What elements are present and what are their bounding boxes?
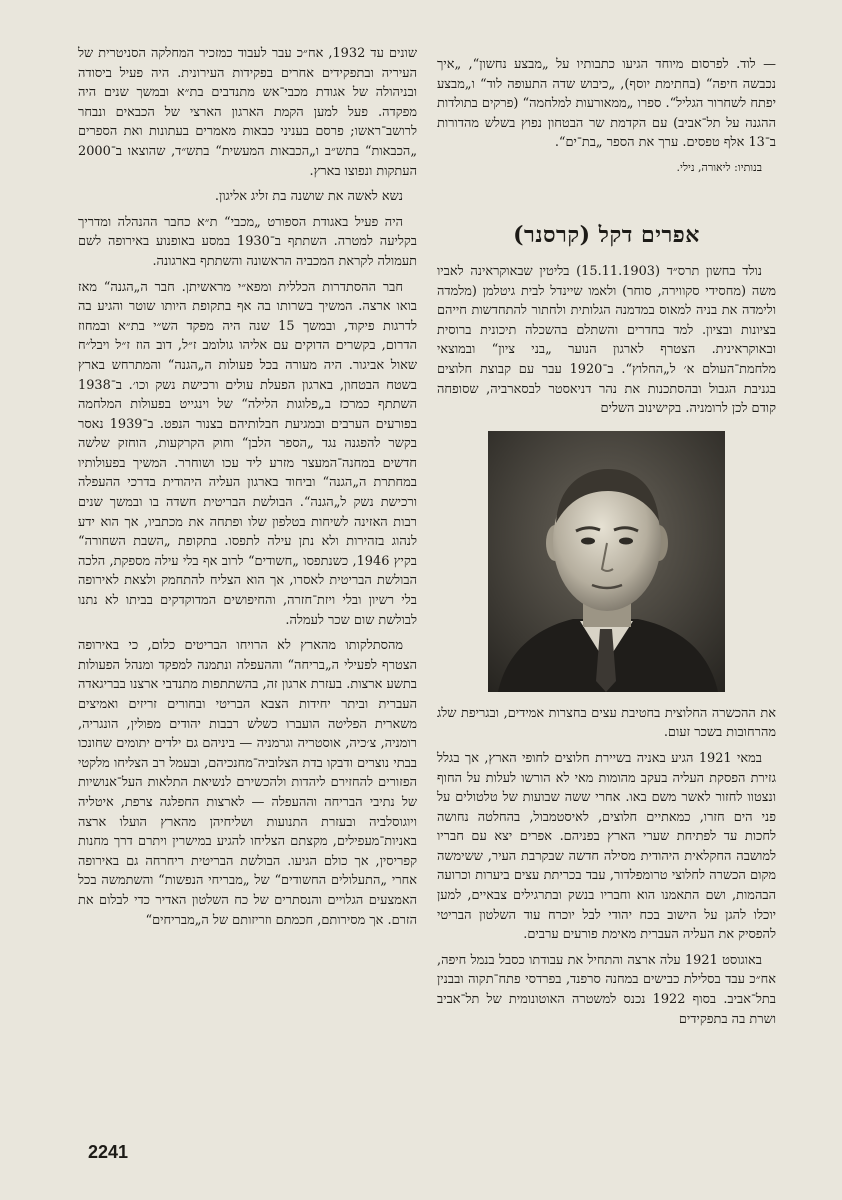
bio-paragraph: במאי 1921 הגיע באניה בשיירת חלוצים לחופי הארץ, אך בגלל גזירת הפסקת העליה בעקב מהומות מאי לא הורשו לעלות על החוף ונצטוו לחזור לאשר משם באו. אחרי ששה שבועות של טלטולים על פני הים חזרו, כמאתיים חלוצים, לאיסטמבול, בהחלטה נחושה לחכות עד לפתיחת שערי הארץ בפניהם. אפרים יצא עם חבריו למושבה החקלאית היהודית מסילה חדשה שבקרבת העיר, ששימשה מקום הכשרה לחלוצי טרומפלדור, עבד בכריתת עצים ביערות וכרועה הבהמות, ושם התאמנו הוא וחבריו בנשק ובתרגילים צבאיים, למען יוכלו להגן על הישוב בכח יהודי לבל יוכרח עוד השלטון הבריטי להפסיק את העליה העברית מאימת פורעים ערבים. xyxy=(437,750,776,943)
bio-paragraph: נשא לאשה את שושנה בת זליג אליגון. xyxy=(214,189,403,205)
intro-paragraph: — לוד. לפרסום מיוחד הגיעו כתבותיו על „מבצע נחשון“, „איך נכבשה חיפה“ (בחתימת יוסף), „כיבוש שדה התעופה לוד“ ו„מבצע יפתח לשחרור הגליל“. ספרו „ממאורעות למלחמה“ (פרקים בתולדות ההגנה על תל־אביב) עם הקדמת שר הבטחון נפוץ בשלש מהדורות ב־13 אלף טפסים. ערך את הספר „בת־ים“. xyxy=(437,57,776,151)
right-column xyxy=(437,55,776,1035)
left-column xyxy=(78,44,417,936)
article-title: אפרים דקל (קרסנר) xyxy=(513,221,700,248)
portrait-photo xyxy=(488,431,725,692)
bio-paragraph: את ההכשרה החלוצית בחטיבת עצים בחצרות אמידים, ובגריפת שלג מהרחובות בשכר זעום. xyxy=(437,705,776,741)
bio-paragraph: חבר ההסתדרות הכללית ומפא״י מראשיתן. חבר ה„הגנה“ מאז בואו ארצה. המשיך בשרותו בה אף בתקופת היותו שוטר והגיע בה לדרגות פיקוד, ובמשך 15 שנה היה מפקד הש״י בת״א ובמחוז הדרום, בקשרים הדוקים עם אליהו גולומב ז״ל, דוב הוז ז״ל ויבל״ח שאול אביגור. היה מעורה בכל פעולות ה„הגנה“ והמתרחש בארץ בשטח הבטחון, בארגון הפעלת עולים ורכישת נשק וכו׳. ב־1938 השתתף כמרכז ב„פלוגות הלילה“ של וינגייט בפעולות המלחמה בפורעים הערבים ובמגיעת חבלותיהם בצנור הנפט. ב־1939 נאסר בקשר להפגנה נגד „הספר הלבן“ וחוק הקרקעות, הוחזק שלשה חדשים במחנה־המעצר מזרע ליד עכו ושוחרר. המשיך בפעולותיו במחתרת ה„הגנה“ וביחוד בארגון העליה היהודית בדרכי ההעפלה ורכישת נשק ל„הגנה“. הבולשת הבריטית חשדה בו ובמשך שנים רבות האזינה לשיחות בטלפון שלו ופתחה את מכתביו, אך הוא ידע לנהוג בזהירות ולא נתן עילה לתפסו. בתקופת „השבת השחורה“ בקיץ 1946, כשנתפסו „חשודים“ לרוב אף בלי עילה מספקת, הלכה הבולשת הבריטית לאסרו, אך הוא הצליח להתחמק ולצאת לאירופה בלי רשיון ובלי ויזת־חזרה, והחיפושים המדוקדקים בביתו לא נתנו לבולשת שום שכר לעמלה. xyxy=(78,279,417,628)
bio-paragraph: מהסתלקותו מהארץ לא הרויחו הבריטים כלום, כי באירופה הצטרף לפעילי ה„בריחה“ וההעפלה ונתמנה למפקד ומנהל הפעולות בתשע ארצות. בעזרת ארגון זה, בהשתתפות מתנדבי ארצנו בבריגאדה העברית וביתר יחידות הצבא הבריטי ובחורים זריזים ואמיצים משארית הפליטה הועברו כשלש רבבות יהודים מפולין, הונגריה, רומניה, צ׳כיה, אוסטריה וגרמניה — ביניהם גם ילדים יתומים שחונכו בבתי נוצרים ודבקו בדת הצלוביה־מחנכיהם, ובעמל רב הצליחו מלקטי הפזורים להחזירם ליהדות ולהכשירם לנשיאת התלאות העל־אנושיות של נתיבי הבריחה וההעפלה — לארצות החפלגה צרפת, איטליה ויוגוסלביה ובעזרת התנועות ושליחיהן מהארץ הועלו ארצה באניות־מעפילים, מקצתם הצליחו להגיע במישרין ויתרם דרך מחנות קפריסין, אך כולם הגיעו. הבולשת הבריטית ריחרחה גם באירופה אחרי „התעלולים החשודים“ של „מבריחי הנפשות“ והשתמשה בכל האמצעים הגלויים והנסתרים של כח השלטון האדיר כדי לבלום את הזרם. אך מסירותם, חכמתם וזריזותם של ה„מבריחים“ xyxy=(78,638,417,928)
children-line: בנותיו: ליאורה, נילי. xyxy=(676,160,762,174)
bio-paragraph: שונים עד 1932, אח״כ עבר לעבוד כמזכיר המחלקה הסניטרית של העיריה ובתפקידים אחרים בפקידות העירונית. היה פעיל ביסודה ובניהולה של אגודת מכבי־אש מתנדבים בת״א ובמשך שנים היה מפקדה. פעל למען הקמת הארגון הארצי של הכבאים ונבחר לרושב־ראשו; פרסם בעניני כבאות מאמרים בעתונות ואת הספרים „הכבאות“ בתש״ב ו„הכבאות המעשית“ בתש״ד, שהוצאו ב־2000 העתקות ונפוצו בארץ. xyxy=(78,46,417,179)
bio-paragraph: באוגוסט 1921 עלה ארצה והתחיל את עבודתו כסבל בנמל חיפה, אח״כ עבד בסלילת כבישים במחנה סרפנד, בפרדסי פתח־תקוה ובבנין בתל־אביב. בסוף 1922 נכנס למשטרה האוטונומית של תל־אביב ושרת בה בתפקידים xyxy=(437,952,776,1027)
portrait-illustration xyxy=(488,431,725,692)
bio-paragraph: נולד בחשון תרס״ד (15.11.1903) בליטין שבאוקראינה לאביו משה (מחסידי סקווירה, סוחר) ולאמו שיינדל לבית גיטלמן (מלמדה ולימדה את בניה למאוס במדמנה הגלותית ולחתור להתחדשות חייהם בציונות ובציון. למד בחדרים והשתלם בהשכלה תיכונית ברוסית ובאוקראינית. הצטרף לארגון הנוער „בני ציון“ ובמוצאי מלחמת־העולם א׳ ל„החלוץ“. ב־1920 עבר עם קבוצת חלוצים בגניבת הגבול ובהסתכנות את נהר דניאסטר לבסארביה, שסופחה קודם לכן לרומניה. בקישינוב השלים xyxy=(437,263,776,417)
page-number: 2241 xyxy=(88,1142,129,1162)
bio-paragraph: היה פעיל באגודת הספורט „מכבי“ ת״א כחבר ההנהלה ומדריך בקליעה למטרה. השתתף ב־1930 במסע באופנוע באירופה לשם תעמולה לקראת המכביה הראשונה והשתתף בארגונה. xyxy=(78,214,418,269)
